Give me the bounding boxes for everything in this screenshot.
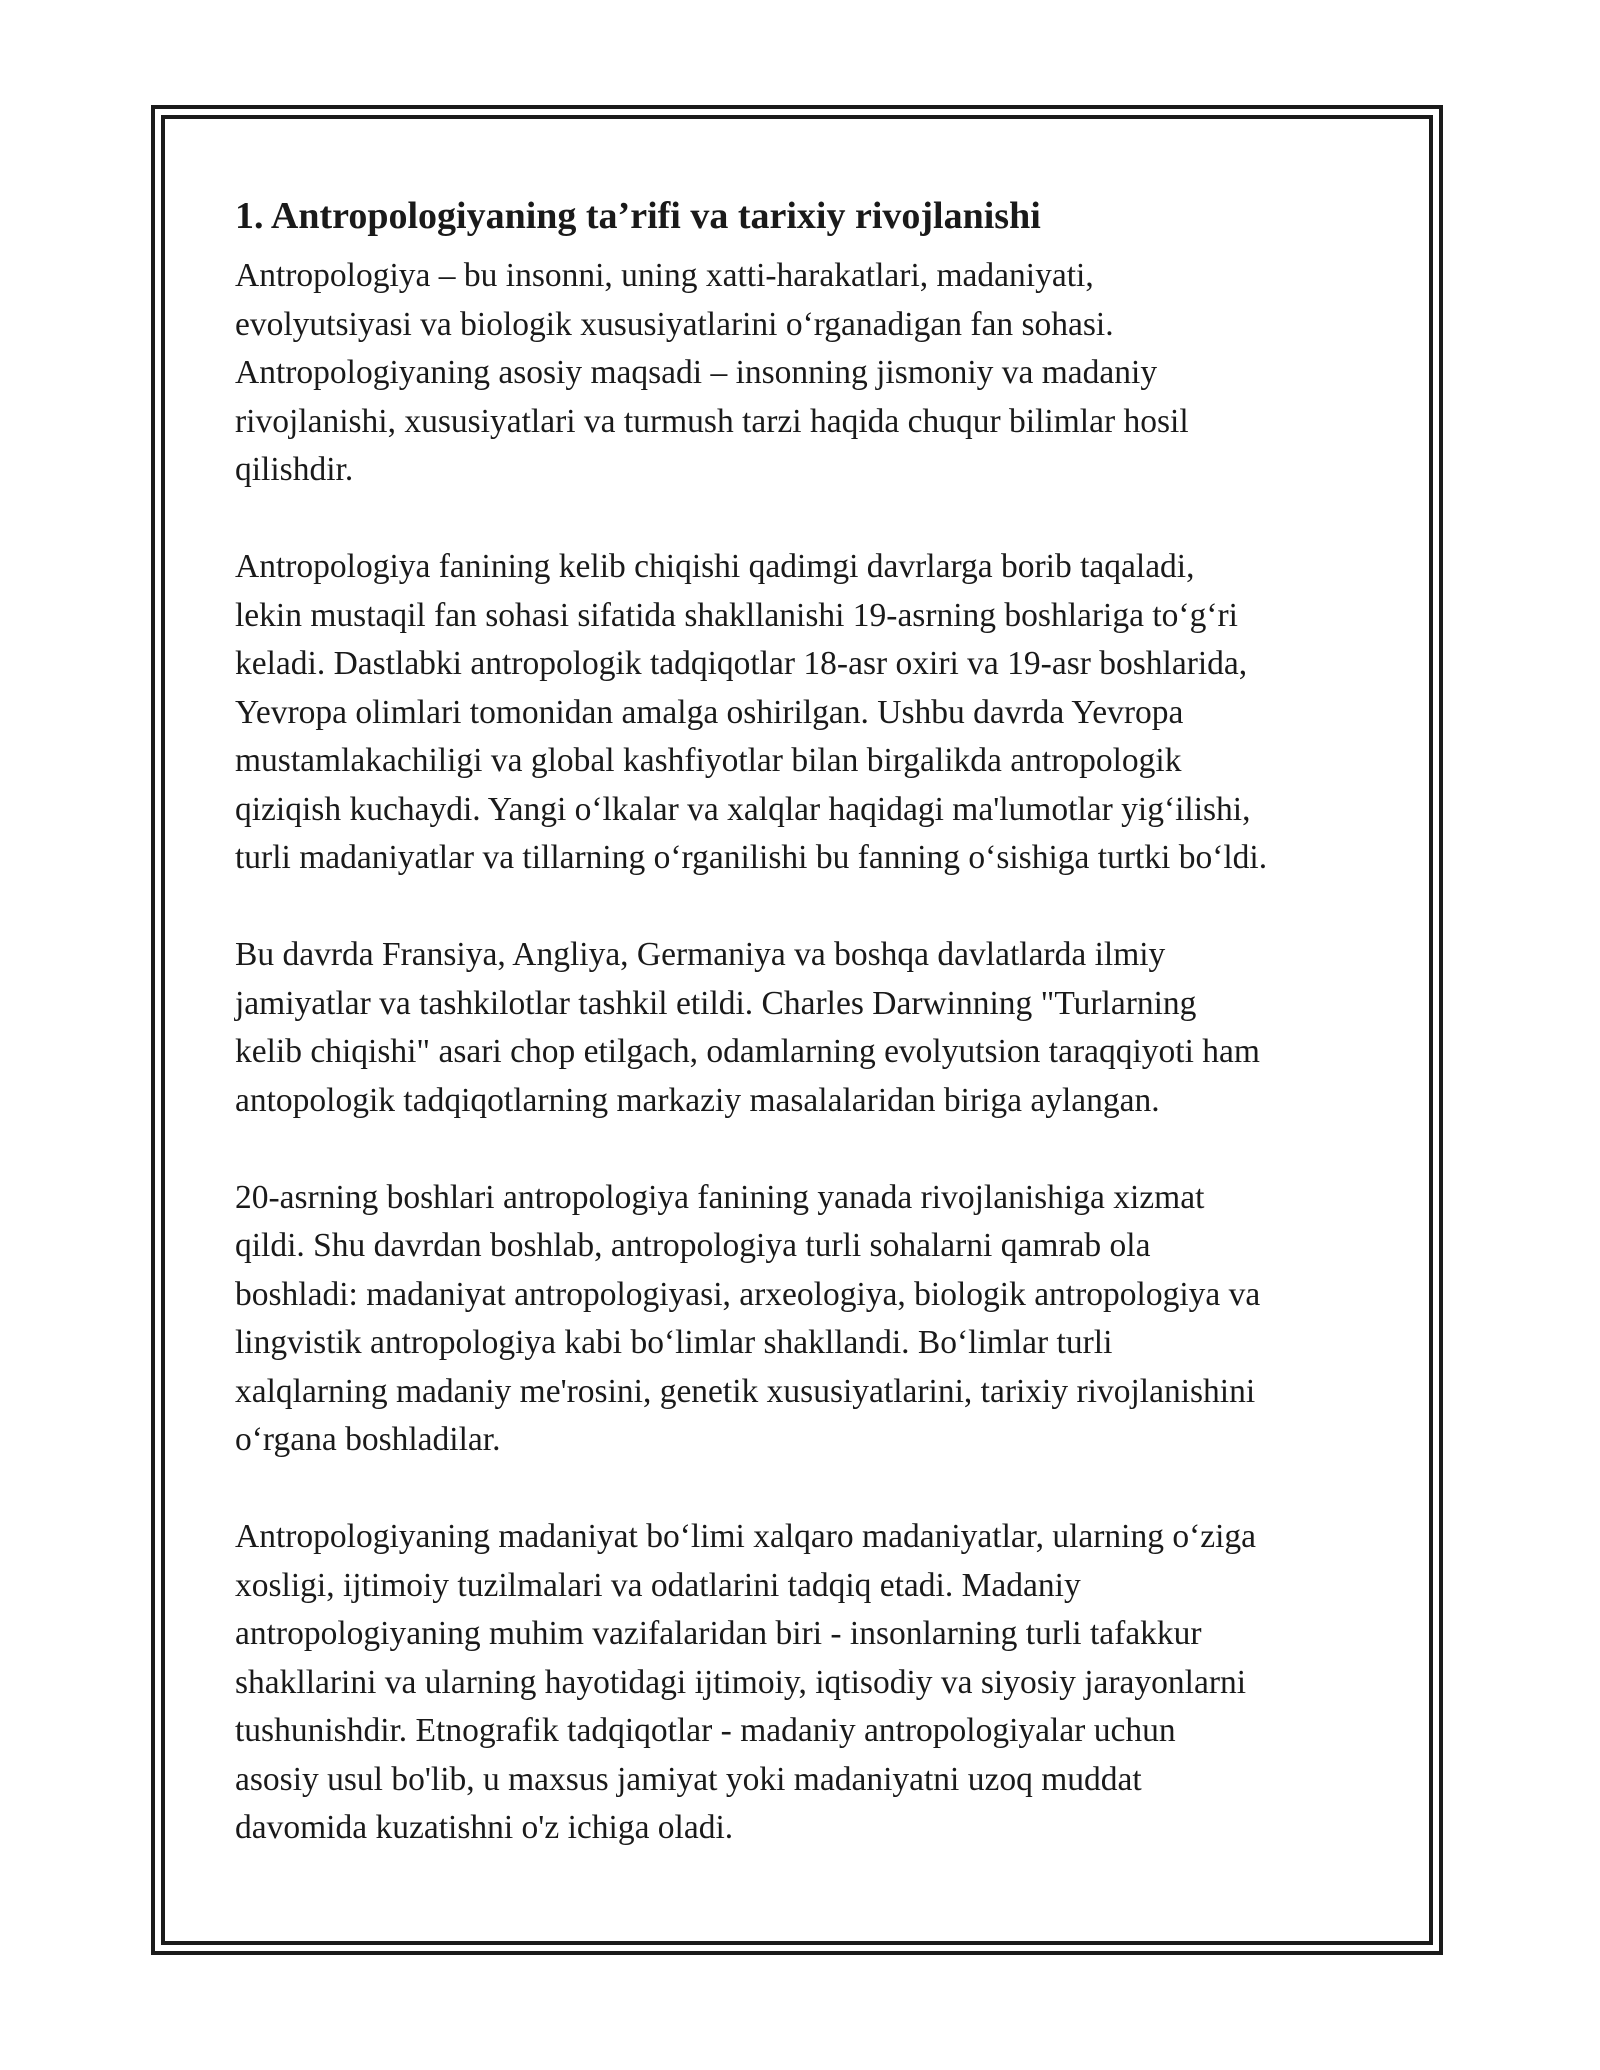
paragraph-cultural-anthropology: Antropologiyaning madaniyat bo‘limi xalqaro madaniyatlar, ularning o‘ziga xosligi, ijtimoiy tuzilmalari va odatlarini tadqiq etadi. Madaniy antropologiyaning muhim vazifalaridan biri - insonlarning turli tafakkur shakllarini va ularning hayotidagi ijtimoiy, iqtisodiy va siyosiy jarayonlarni tushunishdir. Etnografik tadqiqotlar - madaniy antropologiyalar uchun asosiy usul bo'lib, u maxsus jamiyat yoki madaniyatni uzoq muddat davomida kuzatishni o'z ichiga oladi. <box>235 1518 1257 1846</box>
paragraph-20th-century: 20-asrning boshlari antropologiya fanining yanada rivojlanishiga xizmat qildi. Shu davrdan boshlab, antropologiya turli sohalarni qamrab ola boshladi: madaniyat antropologiyasi, arxeologiya, biologik antropologiya va lingvistik antropologiya kabi bo‘limlar shakllandi. Bo‘limlar turli xalqlarning madaniy me'rosini, genetik xususiyatlarini, tarixiy rivojlanishini o‘rgana boshladilar. <box>235 1178 1261 1458</box>
paragraph-definition: Antropologiya – bu insonni, uning xatti-harakatlari, madaniyati, evolyutsiyasi va biologik xususiyatlarini o‘rganadigan fan sohasi. Antropologiyaning asosiy maqsadi – insonning jismoniy va madaniy rivojlanishi, xususiyatlari va turmush tarzi haqida chuqur bilimlar hosil qilishdir. <box>235 257 1189 488</box>
document-body <box>235 180 1375 1901</box>
paragraph-origins: Antropologiya fanining kelib chiqishi qadimgi davrlarga borib taqaladi, lekin mustaqil fan sohasi sifatida shakllanishi 19-asrning boshlariga to‘g‘ri keladi. Dastlabki antropologik tadqiqotlar 18-asr oxiri va 19-asr boshlarida, Yevropa olimlari tomonidan amalga oshirilgan. Ushbu davrda Yevropa mustamlakachiligi va global kashfiyotlar bilan birgalikda antropologik qiziqish kuchaydi. Yangi o‘lkalar va xalqlar haqidagi ma'lumotlar yig‘ilishi, turli madaniyatlar va tillarning o‘rganilishi bu fanning o‘sishiga turtki bo‘ldi. <box>235 548 1268 876</box>
section-heading: 1. Antropologiyaning ta’rifi va tarixiy rivojlanishi <box>235 195 1041 237</box>
paragraph-societies: Bu davrda Fransiya, Angliya, Germaniya va boshqa davlatlarda ilmiy jamiyatlar va tashkilotlar tashkil etildi. Charles Darwinning "Turlarning kelib chiqishi" asari chop etilgach, odamlarning evolyutsion taraqqiyoti ham antopologik tadqiqotlarning markaziy masalalaridan biriga aylangan. <box>235 936 1260 1119</box>
